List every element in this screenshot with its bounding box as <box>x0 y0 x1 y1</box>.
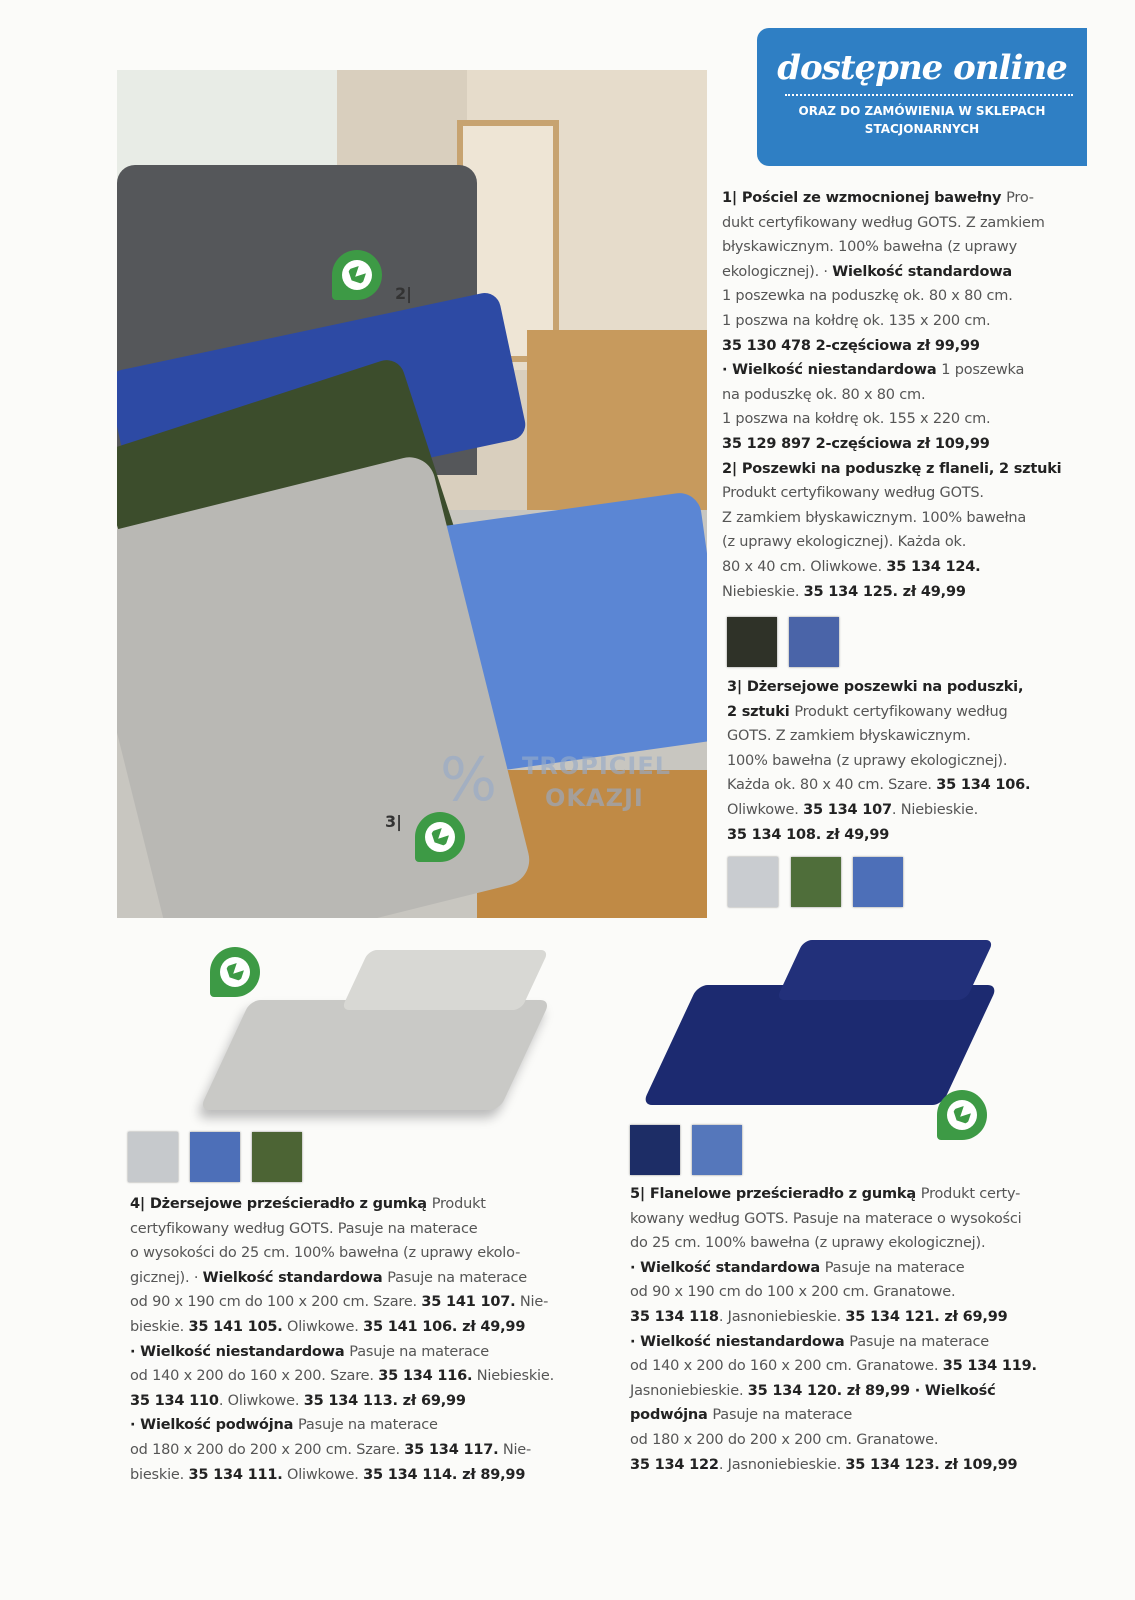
text-line <box>727 700 1030 725</box>
body-text: Produkt certy- <box>920 1186 1021 1202</box>
bold-text: Wielkość standardowa <box>202 1269 388 1286</box>
body-text: . Niebieskie. <box>891 801 978 818</box>
body-text: Oliwkowe. <box>282 1466 364 1483</box>
bold-text: 35 134 114. zł 89,99 <box>363 1466 526 1483</box>
bold-text: 35 134 108. zł 49,99 <box>727 826 890 843</box>
text-line <box>130 1364 554 1389</box>
body-text: na poduszkę ok. 80 x 80 cm. <box>722 386 926 403</box>
text-line <box>630 1305 1037 1330</box>
body-text: o wysokości do 25 cm. 100% bawełna (z uprawy ekolo- <box>130 1245 521 1262</box>
body-text: Pasuje na materace <box>349 1343 490 1360</box>
text-line <box>722 457 1061 482</box>
text-line <box>722 186 1061 211</box>
watermark <box>440 740 680 830</box>
swatch-item4-grey[interactable] <box>128 1132 178 1182</box>
bold-text: 35 134 106. <box>936 777 1031 794</box>
bold-text: Wielkość standardowa <box>832 263 1012 280</box>
swatch-item5-navy[interactable] <box>630 1125 680 1175</box>
swatch-item2-blue[interactable] <box>789 617 839 667</box>
body-text: Jasnoniebieskie. <box>630 1382 748 1399</box>
body-text: od 140 x 200 do 160 x 200. Szare. <box>130 1368 379 1385</box>
text-line <box>727 823 1030 848</box>
body-text: błyskawicznym. 100% bawełna (z uprawy <box>722 239 1017 256</box>
banner-title: dostępne online <box>777 48 1067 88</box>
text-line <box>130 1241 554 1266</box>
bold-text: 35 134 119. <box>942 1358 1037 1375</box>
body-text: 80 x 40 cm. Oliwkowe. <box>722 558 887 575</box>
body-text: . Jasnoniebieskie. <box>718 1308 846 1325</box>
body-text: Pro- <box>1006 190 1034 206</box>
body-text: certyfikowany według GOTS. Pasuje na materace <box>130 1220 478 1237</box>
bold-text: 35 134 107 <box>803 801 892 818</box>
bold-text: 35 134 123. zł 109,99 <box>845 1456 1018 1473</box>
text-line <box>722 284 1061 309</box>
body-text: dukt certyfikowany według GOTS. Z zamkiem <box>722 214 1045 231</box>
body-text: kowany według GOTS. Pasuje na materace o wysokości <box>630 1210 1022 1227</box>
bold-text: 35 134 121. zł 69,99 <box>845 1308 1008 1325</box>
body-text: od 180 x 200 do 200 x 200 cm. Szare. <box>130 1441 405 1458</box>
text-line <box>727 749 1030 774</box>
text-line <box>630 1256 1037 1281</box>
body-text: Niebieskie. <box>722 583 804 600</box>
text-line <box>722 334 1061 359</box>
text-line <box>722 407 1061 432</box>
swatch-item4-blue[interactable] <box>190 1132 240 1182</box>
body-text: Produkt <box>431 1196 486 1212</box>
swatch-item4-olive[interactable] <box>252 1132 302 1182</box>
grey-fitted-sheet-image <box>215 950 545 1135</box>
text-line <box>722 481 1061 506</box>
bold-text: · Wielkość podwójna <box>130 1417 299 1434</box>
bold-text: 35 134 116. <box>378 1368 473 1385</box>
bold-text: 35 134 118 <box>630 1308 719 1325</box>
bold-text: 35 134 111. <box>188 1466 283 1483</box>
swatch-item2-olive[interactable] <box>727 617 777 667</box>
body-text: od 90 x 190 cm do 100 x 200 cm. Szare. <box>130 1294 422 1311</box>
bold-text: 35 141 106. zł 49,99 <box>363 1318 526 1335</box>
swatch-item3-blue[interactable] <box>853 857 903 907</box>
text-line <box>630 1428 1037 1453</box>
watermark-line2: OKAZJI <box>545 784 644 812</box>
text-line <box>722 260 1061 285</box>
body-text: Oliwkowe. <box>727 801 804 818</box>
eco-globe-icon <box>332 250 382 300</box>
bold-text: podwójna <box>630 1407 713 1424</box>
text-line <box>722 309 1061 334</box>
text-line <box>130 1389 554 1414</box>
body-text: 1 poszwa na kołdrę ok. 135 x 200 cm. <box>722 312 991 329</box>
body-text: ekologicznej). · <box>722 263 833 280</box>
text-line <box>130 1290 554 1315</box>
bold-text: 35 141 107. <box>421 1294 516 1311</box>
online-availability-banner <box>757 28 1087 166</box>
text-line <box>130 1217 554 1242</box>
photo-label-item2: 2| <box>395 284 412 303</box>
body-text: od 180 x 200 do 200 x 200 cm. Granatowe. <box>630 1431 939 1448</box>
text-line <box>722 506 1061 531</box>
watermark-line1: TROPICIEL <box>522 752 672 780</box>
body-text: (z uprawy ekologicznej). Każda ok. <box>722 534 967 551</box>
body-text: Pasuje na materace <box>849 1333 990 1350</box>
text-line <box>722 235 1061 260</box>
text-line <box>630 1330 1037 1355</box>
product-1-2-description <box>722 186 1061 604</box>
body-text: Nie- <box>515 1294 549 1311</box>
text-line <box>630 1354 1037 1379</box>
text-line <box>722 530 1061 555</box>
bold-text: 4| Dżersejowe prześcieradło z gumką <box>130 1196 432 1212</box>
body-text: od 140 x 200 do 160 x 200 cm. Granatowe. <box>630 1358 943 1375</box>
bold-text: 35 134 110 <box>130 1392 219 1409</box>
text-line <box>727 724 1030 749</box>
text-line <box>130 1192 554 1217</box>
body-text: Pasuje na materace <box>298 1417 438 1434</box>
text-line <box>130 1438 554 1463</box>
body-text: bieskie. <box>130 1318 189 1335</box>
banner-subtitle-2: STACJONARNYCH <box>864 122 980 136</box>
body-text: Pasuje na materace <box>712 1407 853 1424</box>
eco-globe-icon <box>937 1090 987 1140</box>
body-text: Pasuje na materace <box>824 1259 965 1276</box>
eco-globe-icon <box>210 947 260 997</box>
bold-text: · Wielkość niestandardowa <box>630 1333 850 1350</box>
body-text: Nie- <box>498 1441 532 1458</box>
body-text: Produkt certyfikowany według GOTS. <box>722 485 984 502</box>
body-text: 1 poszewka na poduszkę ok. 80 x 80 cm. <box>722 288 1013 305</box>
text-line <box>722 580 1061 605</box>
body-text: 100% bawełna (z uprawy ekologicznej). <box>727 752 1008 769</box>
body-text: gicznej). · <box>130 1269 203 1286</box>
text-line <box>130 1463 554 1488</box>
text-line <box>630 1379 1037 1404</box>
text-line <box>630 1207 1037 1232</box>
body-text: Każda ok. 80 x 40 cm. Szare. <box>727 777 937 794</box>
bold-text: 35 134 113. zł 69,99 <box>303 1392 466 1409</box>
body-text: . Jasnoniebieskie. <box>718 1456 846 1473</box>
text-line <box>722 211 1061 236</box>
text-line <box>630 1280 1037 1305</box>
text-line <box>722 555 1061 580</box>
bold-text: · Wielkość niestandardowa <box>130 1343 350 1360</box>
body-text: Niebieskie. <box>472 1368 554 1385</box>
body-text: Produkt certyfikowany według <box>794 703 1008 720</box>
text-line <box>727 798 1030 823</box>
product-5-description <box>630 1182 1037 1477</box>
text-line <box>630 1182 1037 1207</box>
text-line <box>630 1403 1037 1428</box>
text-line <box>130 1340 554 1365</box>
banner-divider <box>785 94 1073 96</box>
body-text: Oliwkowe. <box>282 1318 364 1335</box>
text-line <box>630 1453 1037 1478</box>
bold-text: 35 134 122 <box>630 1456 719 1473</box>
bold-text: 35 130 478 2-częściowa zł 99,99 <box>722 337 980 354</box>
body-text: Pasuje na materace <box>387 1269 528 1286</box>
bold-text: 5| Flanelowe prześcieradło z gumką <box>630 1186 921 1202</box>
body-text: GOTS. Z zamkiem błyskawicznym. <box>727 728 971 745</box>
text-line <box>130 1266 554 1291</box>
body-text: od 90 x 190 cm do 100 x 200 cm. Granatowe. <box>630 1284 956 1301</box>
body-text: bieskie. <box>130 1466 189 1483</box>
product-3-description <box>727 675 1030 847</box>
bold-text: · Wielkość niestandardowa <box>722 362 942 379</box>
banner-subtitle-1: ORAZ DO ZAMÓWIENIA W SKLEPACH <box>798 104 1046 118</box>
body-text: Z zamkiem błyskawicznym. 100% bawełna <box>722 509 1027 526</box>
product-4-description <box>130 1192 554 1487</box>
body-text: do 25 cm. 100% bawełna (z uprawy ekologicznej). <box>630 1235 986 1252</box>
bold-text: 35 134 117. <box>404 1441 499 1458</box>
text-line <box>630 1231 1037 1256</box>
bold-text: 35 134 124. <box>886 558 981 575</box>
swatch-item3-olive[interactable] <box>791 857 841 907</box>
watermark-symbol: % <box>440 745 499 815</box>
body-text: . Oliwkowe. <box>218 1392 304 1409</box>
text-line <box>130 1315 554 1340</box>
text-line <box>130 1413 554 1438</box>
bold-text: 2| Poszewki na poduszkę z flaneli, 2 sztuki <box>722 460 1062 477</box>
photo-label-item3: 3| <box>385 812 402 831</box>
bold-text: 2 sztuki <box>727 703 795 720</box>
bold-text: 1| Pościel ze wzmocnionej bawełny <box>722 190 1007 206</box>
text-line <box>722 358 1061 383</box>
body-text: 1 poszewka <box>941 362 1025 379</box>
swatch-item5-lightblue[interactable] <box>692 1125 742 1175</box>
bold-text: 35 134 120. zł 89,99 · Wielkość <box>747 1382 996 1399</box>
bold-text: 35 141 105. <box>188 1318 283 1335</box>
text-line <box>727 773 1030 798</box>
text-line <box>722 432 1061 457</box>
text-line <box>727 675 1030 700</box>
text-line <box>722 383 1061 408</box>
bold-text: · Wielkość standardowa <box>630 1259 825 1276</box>
body-text: 1 poszwa na kołdrę ok. 155 x 220 cm. <box>722 411 991 428</box>
bold-text: 35 129 897 2-częściowa zł 109,99 <box>722 435 990 452</box>
swatch-item3-grey[interactable] <box>728 857 778 907</box>
bold-text: 35 134 125. zł 49,99 <box>803 583 966 600</box>
bold-text: 3| Dżersejowe poszewki na poduszki, <box>727 679 1024 695</box>
